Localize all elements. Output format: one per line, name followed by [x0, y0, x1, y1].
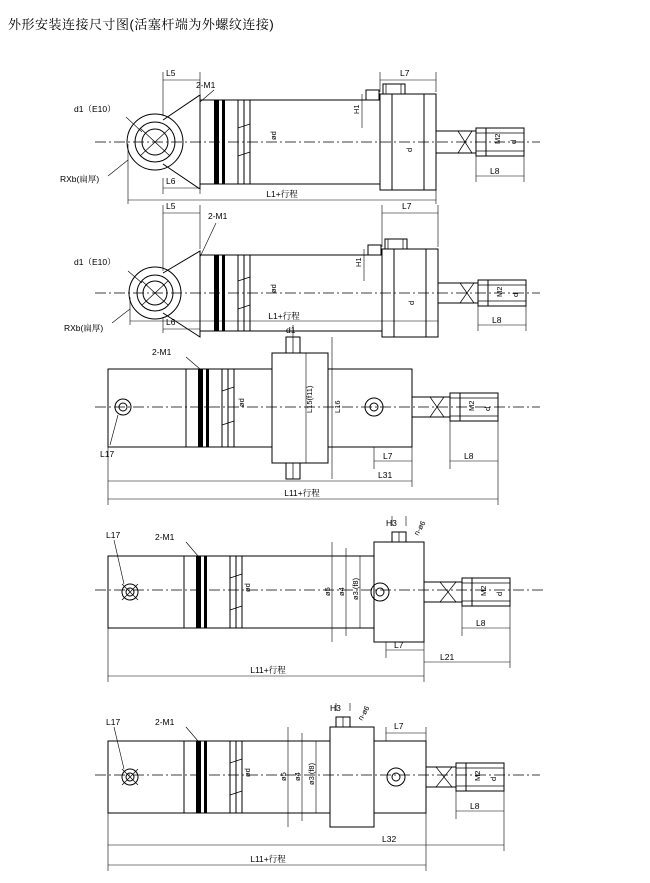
fig4-phi3-label: ø3 (f8) [351, 577, 360, 600]
figure-4 [0, 518, 650, 693]
fig4-l8-label: L8 [476, 618, 486, 628]
figure-2 [0, 185, 650, 335]
fig5-l8-label: L8 [470, 801, 480, 811]
fig3-l7-label: L7 [383, 451, 393, 461]
fig1-rxb-label: RXb(扁厚) [60, 174, 100, 184]
fig2-l7-label: L7 [402, 201, 412, 211]
fig1-d2-label: d [509, 139, 518, 144]
fig3-l16-label: L16 [333, 400, 342, 413]
fig2-rxb-label: RXb(扁厚) [64, 323, 104, 333]
fig5-phi4-label: ø4 [293, 772, 302, 781]
fig1-m1-label: 2-M1 [196, 80, 216, 90]
fig3-l8-label: L8 [464, 451, 474, 461]
fig1-m2-label: M2 [493, 133, 502, 144]
fig2-l8-label: L8 [492, 315, 502, 325]
fig4-phi5-label: ø5 [323, 587, 332, 596]
fig1-l5-label: L5 [166, 68, 176, 78]
fig4-l21-label: L21 [440, 652, 455, 662]
fig1-l7-label: L7 [400, 68, 410, 78]
fig1-total-label: L1+行程 [266, 189, 298, 199]
fig4-nd6-label: n-ø6 [411, 519, 428, 537]
fig3-m1-label: 2-M1 [152, 347, 172, 357]
fig2-m1-label: 2-M1 [208, 211, 228, 221]
fig5-l7-label: L7 [394, 721, 404, 731]
fig4-phi4-label: ø4 [337, 587, 346, 596]
fig1-l6-label: L6 [166, 176, 176, 186]
fig2-d-label: d [407, 300, 416, 305]
fig3-l15-label: L15(f11) [305, 385, 314, 413]
fig5-h3-label: H3 [330, 703, 341, 713]
fig1-l8-label: L8 [490, 166, 500, 176]
fig3-total-label: L11+行程 [284, 488, 320, 498]
fig4-phid-label: ød [243, 583, 252, 592]
fig5-nd6-label: n-ø6 [355, 704, 372, 722]
fig4-m2-label: M2 [479, 585, 488, 596]
fig4-total-label: L11+行程 [250, 665, 286, 675]
fig5-d-label: d [489, 776, 498, 781]
fig3-m2-label: M2 [467, 400, 476, 411]
fig4-l17-label: L17 [106, 530, 121, 540]
fig1-phid-label: ød [269, 131, 278, 140]
fig3-d-label: d [483, 406, 492, 411]
fig3-l31-label: L31 [378, 470, 393, 480]
fig2-total-label: L1+行程 [268, 311, 300, 321]
figure-1 [0, 32, 650, 199]
fig3-l17-label: L17 [100, 449, 115, 459]
fig4-l7-label: L7 [394, 640, 404, 650]
fig3-phid-label: ød [237, 398, 246, 407]
fig2-d1-label: d1（E10） [74, 257, 116, 267]
fig5-phi3-label: ø3 (f8) [307, 762, 316, 785]
fig5-l32-label: L32 [382, 834, 397, 844]
fig4-m1-label: 2-M1 [155, 532, 175, 542]
fig3-d1-label: d1 [286, 325, 296, 335]
fig2-h1-label: H1 [354, 257, 363, 267]
fig1-h1-label: H1 [352, 104, 361, 114]
fig4-h3-label: H3 [386, 518, 397, 528]
fig2-d2-label: d [511, 292, 520, 297]
fig5-total-label: L11+行程 [250, 854, 286, 864]
fig1-d-label: d [405, 147, 414, 152]
page-title: 外形安装连接尺寸图(活塞杆端为外螺纹连接) [8, 17, 275, 32]
fig1-d1-label: d1（E10） [74, 104, 116, 114]
fig5-l17-label: L17 [106, 717, 121, 727]
fig5-m1-label: 2-M1 [155, 717, 175, 727]
fig5-phi5-label: ø5 [279, 772, 288, 781]
fig5-m2-label: M2 [473, 770, 482, 781]
fig2-phid-label: ød [269, 284, 278, 293]
fig2-l5-label: L5 [166, 201, 176, 211]
fig2-m2-label: M2 [495, 286, 504, 297]
fig4-d-label: d [495, 591, 504, 596]
fig2-l6-label: L6 [166, 317, 176, 327]
figure-5 [0, 703, 650, 883]
fig5-phid-label: ød [243, 768, 252, 777]
